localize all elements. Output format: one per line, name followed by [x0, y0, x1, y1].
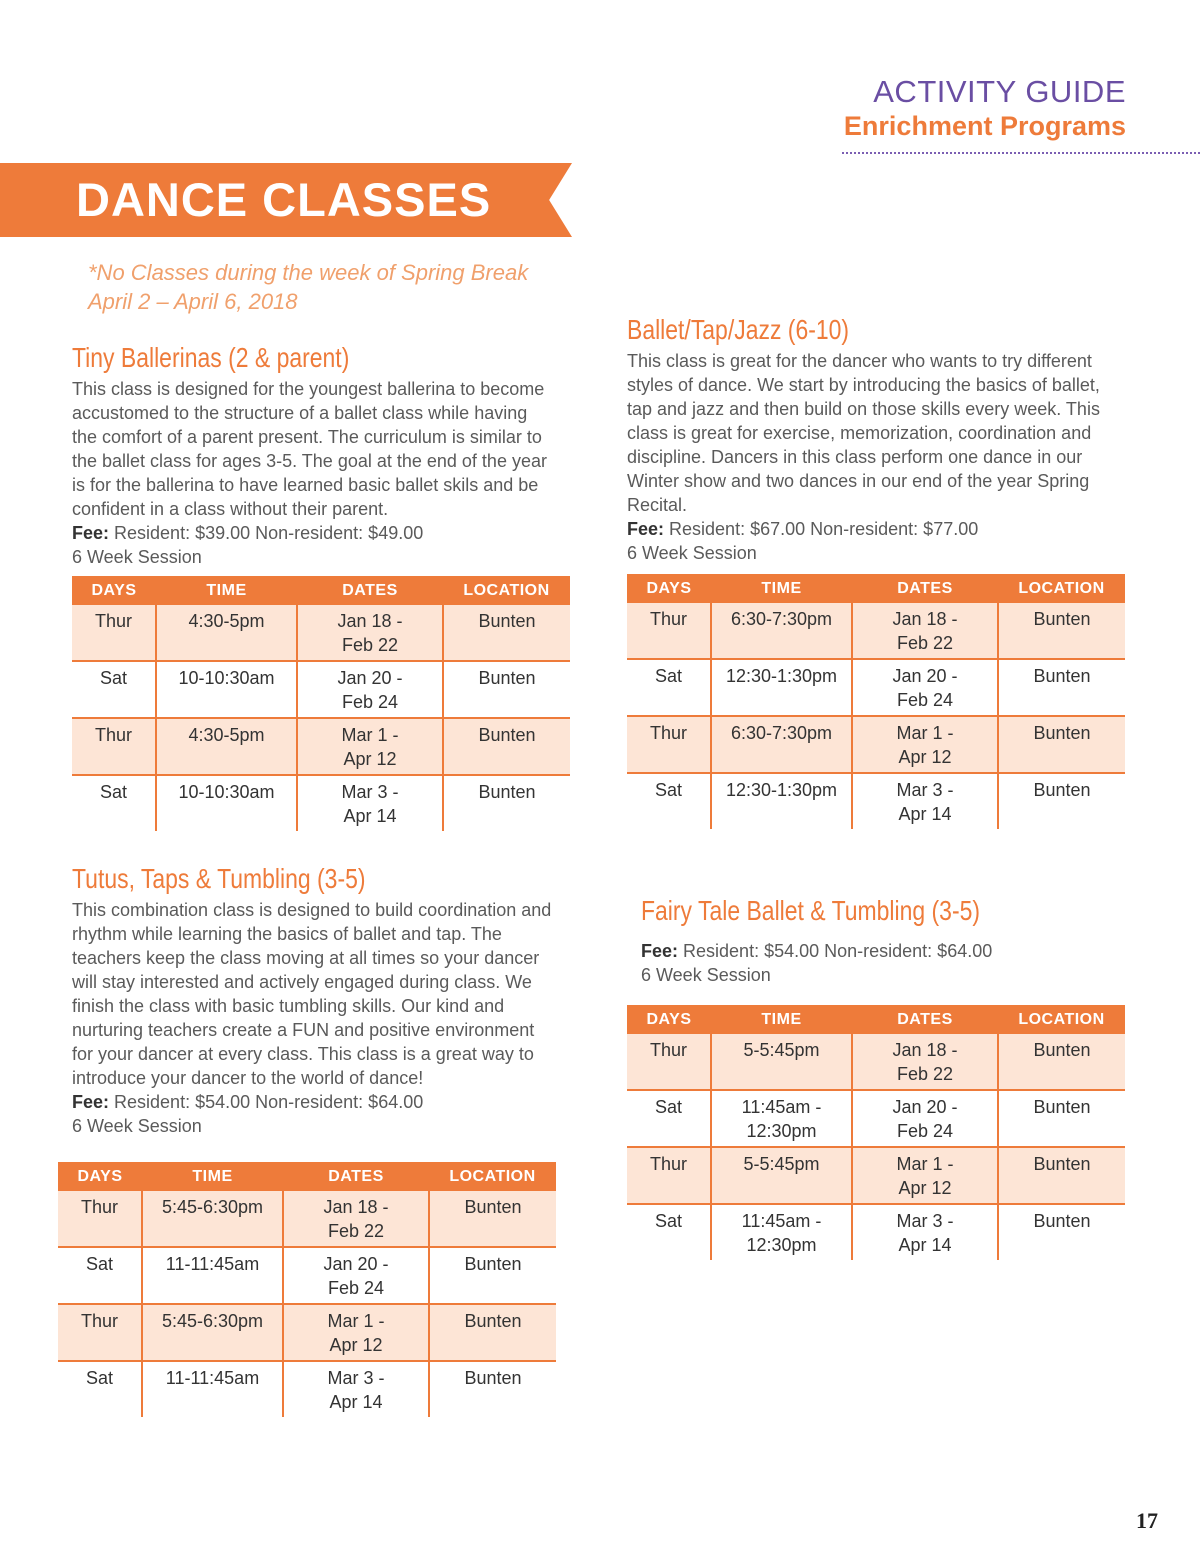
column-header-location: LOCATION: [429, 1162, 556, 1191]
table-row: [58, 1304, 556, 1361]
tutus-taps-tumbling-fee: [72, 1090, 423, 1114]
cell-time: [142, 1304, 283, 1361]
cell-dates: [852, 1034, 998, 1090]
cell-line: Bunten: [1033, 1211, 1091, 1231]
column-header-dates: DATES: [297, 576, 443, 605]
cell-line: Thur: [649, 1040, 687, 1060]
cell-line: Bunten: [464, 1197, 522, 1217]
tiny-ballerinas-schedule-table: [72, 576, 570, 831]
table-row: [58, 1247, 556, 1304]
cell-line: 5-5:45pm: [743, 1154, 820, 1174]
table-row: [72, 775, 570, 831]
table-row: [58, 1361, 556, 1417]
cell-line: Mar 1 -: [341, 725, 399, 745]
cell-line: Jan 18 -: [892, 609, 958, 629]
cell-dates: [852, 1090, 998, 1147]
cell-line: Jan 18 -: [892, 1040, 958, 1060]
cell-line: Bunten: [478, 782, 536, 802]
cell-days: [627, 1034, 711, 1090]
cell-line: Jan 20 -: [323, 1254, 389, 1274]
cell-dates: [283, 1247, 429, 1304]
cell-location: [998, 1147, 1125, 1204]
cell-line: 5:45-6:30pm: [161, 1311, 264, 1331]
cell-dates: [852, 716, 998, 773]
cell-dates: [297, 775, 443, 831]
fee-value: Resident: $67.00 Non-resident: $77.00: [669, 519, 979, 539]
cell-location: [429, 1247, 556, 1304]
cell-days: [58, 1247, 142, 1304]
guide-header: [844, 74, 1126, 142]
column-header-dates: DATES: [852, 1005, 998, 1034]
cell-days: [72, 661, 156, 718]
cell-location: [998, 1204, 1125, 1260]
cell-time: [711, 603, 852, 659]
cell-line: Feb 22: [341, 635, 399, 655]
column-header-location: LOCATION: [998, 574, 1125, 603]
cell-location: [443, 775, 570, 831]
cell-line: Bunten: [1033, 1040, 1091, 1060]
cell-location: [998, 659, 1125, 716]
cell-days: [627, 1090, 711, 1147]
cell-line: Apr 14: [343, 806, 397, 826]
cell-line: Jan 18 -: [323, 1197, 389, 1217]
column-header-time: TIME: [711, 1005, 852, 1034]
cell-days: [627, 603, 711, 659]
cell-days: [58, 1361, 142, 1417]
cell-line: 10-10:30am: [178, 668, 275, 688]
cell-time: [156, 718, 297, 775]
cell-line: Apr 14: [898, 1235, 952, 1255]
table-row: [627, 773, 1125, 829]
cell-days: [627, 1147, 711, 1204]
cell-line: Bunten: [478, 725, 536, 745]
fee-label: Fee:: [72, 523, 110, 543]
fairy-tale-ballet-schedule-table: [627, 1005, 1125, 1260]
ballet-tap-jazz-title: Ballet/Tap/Jazz (6-10): [627, 314, 850, 345]
cell-dates: [283, 1191, 429, 1247]
cell-line: Mar 3 -: [341, 782, 399, 802]
fairy-tale-ballet-session: 6 Week Session: [641, 965, 771, 985]
table-row: [627, 1204, 1125, 1260]
cell-line: Bunten: [464, 1311, 522, 1331]
cell-line: Sat: [654, 1211, 683, 1231]
cell-line: Bunten: [1033, 780, 1091, 800]
cell-days: [72, 605, 156, 661]
cell-line: Mar 1 -: [896, 1154, 954, 1174]
cell-line: Jan 20 -: [337, 668, 403, 688]
cell-days: [58, 1191, 142, 1247]
cell-time: [711, 1034, 852, 1090]
cell-time: [156, 775, 297, 831]
fee-label: Fee:: [641, 941, 679, 961]
cell-line: Sat: [85, 1368, 114, 1388]
cell-line: 11:45am -: [741, 1211, 822, 1231]
cell-line: Sat: [99, 668, 128, 688]
cell-line: 4:30-5pm: [188, 725, 265, 745]
cell-line: Thur: [649, 1154, 687, 1174]
cell-line: 11:45am -: [741, 1097, 822, 1117]
cell-line: 6:30-7:30pm: [730, 609, 833, 629]
cell-line: Feb 24: [341, 692, 399, 712]
cell-days: [72, 718, 156, 775]
cell-time: [142, 1361, 283, 1417]
cell-line: Feb 24: [327, 1278, 385, 1298]
cell-location: [998, 1034, 1125, 1090]
cell-time: [142, 1191, 283, 1247]
table-row: [627, 1034, 1125, 1090]
cell-line: Mar 1 -: [327, 1311, 385, 1331]
cell-line: Thur: [80, 1311, 118, 1331]
cell-time: [156, 605, 297, 661]
cell-line: Sat: [654, 780, 683, 800]
cell-line: Apr 14: [329, 1392, 383, 1412]
table-row: [72, 718, 570, 775]
cell-dates: [297, 661, 443, 718]
cell-line: Sat: [654, 666, 683, 686]
tutus-taps-tumbling-title: Tutus, Taps & Tumbling (3-5): [72, 863, 366, 894]
cell-line: Apr 12: [343, 749, 397, 769]
cell-line: 5:45-6:30pm: [161, 1197, 264, 1217]
column-header-dates: DATES: [283, 1162, 429, 1191]
dotted-divider: [842, 152, 1200, 154]
table-row: [58, 1191, 556, 1247]
cell-dates: [297, 605, 443, 661]
cell-line: Apr 12: [898, 747, 952, 767]
fairy-tale-ballet-title: Fairy Tale Ballet & Tumbling (3-5): [641, 895, 981, 926]
cell-location: [443, 605, 570, 661]
cell-line: Bunten: [1033, 1154, 1091, 1174]
note-line-1: *No Classes during the week of Spring Break: [88, 260, 529, 285]
cell-dates: [852, 1147, 998, 1204]
cell-line: Bunten: [1033, 609, 1091, 629]
column-header-days: DAYS: [58, 1162, 142, 1191]
cell-time: [711, 659, 852, 716]
cell-line: Bunten: [464, 1254, 522, 1274]
cell-days: [627, 716, 711, 773]
note-line-2: April 2 – April 6, 2018: [88, 289, 298, 314]
cell-line: Feb 24: [896, 1121, 954, 1141]
cell-location: [998, 773, 1125, 829]
cell-line: 10-10:30am: [178, 782, 275, 802]
ballet-tap-jazz-schedule-table: [627, 574, 1125, 829]
cell-time: [711, 1090, 852, 1147]
cell-location: [429, 1361, 556, 1417]
cell-location: [998, 716, 1125, 773]
cell-dates: [297, 718, 443, 775]
tutus-taps-tumbling-session: 6 Week Session: [72, 1116, 202, 1136]
cell-line: Bunten: [1033, 723, 1091, 743]
fairy-tale-ballet-fee: [641, 939, 992, 963]
fee-label: Fee:: [627, 519, 665, 539]
tiny-ballerinas-description: This class is designed for the youngest ballerina to become accustomed to the structure of a ballet class while having the comfort of a parent present. The curriculum is similar to the ballet class for ages 3-5. The goal at the end of the year is for the ballerina to have learned basic ballet skils and be confident in a class without their parent.: [72, 379, 547, 519]
cell-dates: [283, 1361, 429, 1417]
cell-line: 4:30-5pm: [188, 611, 265, 631]
cell-location: [429, 1191, 556, 1247]
cell-days: [72, 775, 156, 831]
cell-time: [711, 1204, 852, 1260]
tutus-taps-tumbling-schedule-table: [58, 1162, 556, 1417]
cell-line: 6:30-7:30pm: [730, 723, 833, 743]
cell-days: [627, 1204, 711, 1260]
fee-value: Resident: $54.00 Non-resident: $64.00: [114, 1092, 424, 1112]
cell-line: Bunten: [1033, 666, 1091, 686]
ballet-tap-jazz-session: 6 Week Session: [627, 543, 757, 563]
cell-line: Bunten: [478, 611, 536, 631]
table-row: [627, 659, 1125, 716]
cell-location: [443, 661, 570, 718]
cell-location: [998, 603, 1125, 659]
column-header-days: DAYS: [627, 574, 711, 603]
cell-line: Sat: [85, 1254, 114, 1274]
cell-line: Apr 14: [898, 804, 952, 824]
cell-time: [142, 1247, 283, 1304]
tiny-ballerinas-fee: [72, 521, 423, 545]
table-row: [72, 661, 570, 718]
cell-line: Bunten: [1033, 1097, 1091, 1117]
cell-line: 11-11:45am: [165, 1368, 260, 1388]
column-header-days: DAYS: [72, 576, 156, 605]
cell-line: Sat: [99, 782, 128, 802]
table-row: [627, 716, 1125, 773]
cell-location: [429, 1304, 556, 1361]
cell-line: Jan 20 -: [892, 1097, 958, 1117]
tiny-ballerinas-title: Tiny Ballerinas (2 & parent): [72, 342, 350, 373]
column-header-location: LOCATION: [998, 1005, 1125, 1034]
tutus-taps-tumbling-description: This combination class is designed to build coordination and rhythm while learning the basics of ballet and tap. The teachers keep the class moving at all times so your dancer will stay interested and actively engaged during class. We finish the class with basic tumbling skills. Our kind and nurturing teachers create a FUN and positive environment for your dancer at every class. This class is a great way to introduce your dancer to the world of dance!: [72, 900, 552, 1088]
cell-line: Thur: [94, 611, 132, 631]
fee-label: Fee:: [72, 1092, 110, 1112]
cell-line: Mar 3 -: [327, 1368, 385, 1388]
column-header-dates: DATES: [852, 574, 998, 603]
tiny-ballerinas-session: 6 Week Session: [72, 547, 202, 567]
cell-line: 12:30-1:30pm: [725, 666, 838, 686]
page-number: 17: [1136, 1508, 1158, 1533]
guide-title: ACTIVITY GUIDE: [873, 74, 1126, 109]
cell-line: Bunten: [464, 1368, 522, 1388]
cell-line: 11-11:45am: [165, 1254, 260, 1274]
cell-dates: [852, 659, 998, 716]
column-header-location: LOCATION: [443, 576, 570, 605]
cell-line: Jan 20 -: [892, 666, 958, 686]
cell-days: [627, 659, 711, 716]
cell-line: 12:30pm: [746, 1235, 817, 1255]
fee-value: Resident: $39.00 Non-resident: $49.00: [114, 523, 424, 543]
cell-line: 12:30-1:30pm: [725, 780, 838, 800]
cell-line: Thur: [94, 725, 132, 745]
cell-dates: [852, 1204, 998, 1260]
cell-days: [58, 1304, 142, 1361]
table-row: [627, 603, 1125, 659]
cell-line: Thur: [649, 723, 687, 743]
cell-line: Mar 3 -: [896, 780, 954, 800]
ballet-tap-jazz-description: This class is great for the dancer who wants to try different styles of dance. We start by introducing the basics of ballet, tap and jazz and then build on those skills every week. This class is great for exercise, memorization, coordination and discipline. Dancers in this class perform one dance in our Winter show and two dances in our end of the year Spring Recital.: [627, 351, 1100, 515]
cell-line: Apr 12: [329, 1335, 383, 1355]
cell-dates: [283, 1304, 429, 1361]
cell-time: [711, 1147, 852, 1204]
cell-line: Bunten: [478, 668, 536, 688]
page-title: DANCE CLASSES: [76, 173, 492, 226]
cell-line: Feb 22: [896, 1064, 954, 1084]
table-row: [627, 1147, 1125, 1204]
cell-location: [998, 1090, 1125, 1147]
cell-line: Sat: [654, 1097, 683, 1117]
cell-line: Thur: [649, 609, 687, 629]
spring-break-note: [88, 258, 528, 316]
column-header-time: TIME: [711, 574, 852, 603]
cell-line: Feb 22: [327, 1221, 385, 1241]
table-row: [627, 1090, 1125, 1147]
cell-dates: [852, 603, 998, 659]
fee-value: Resident: $54.00 Non-resident: $64.00: [683, 941, 993, 961]
cell-dates: [852, 773, 998, 829]
cell-location: [443, 718, 570, 775]
cell-line: Thur: [80, 1197, 118, 1217]
cell-time: [711, 716, 852, 773]
column-header-time: TIME: [142, 1162, 283, 1191]
guide-section: Enrichment Programs: [843, 111, 1126, 141]
column-header-time: TIME: [156, 576, 297, 605]
cell-line: Mar 3 -: [896, 1211, 954, 1231]
cell-line: Jan 18 -: [337, 611, 403, 631]
cell-line: Apr 12: [898, 1178, 952, 1198]
cell-days: [627, 773, 711, 829]
cell-time: [156, 661, 297, 718]
cell-line: Feb 24: [896, 690, 954, 710]
cell-line: Mar 1 -: [896, 723, 954, 743]
cell-line: 12:30pm: [746, 1121, 817, 1141]
column-header-days: DAYS: [627, 1005, 711, 1034]
table-row: [72, 605, 570, 661]
cell-time: [711, 773, 852, 829]
ballet-tap-jazz-fee: [627, 517, 978, 541]
cell-line: Feb 22: [896, 633, 954, 653]
cell-line: 5-5:45pm: [743, 1040, 820, 1060]
